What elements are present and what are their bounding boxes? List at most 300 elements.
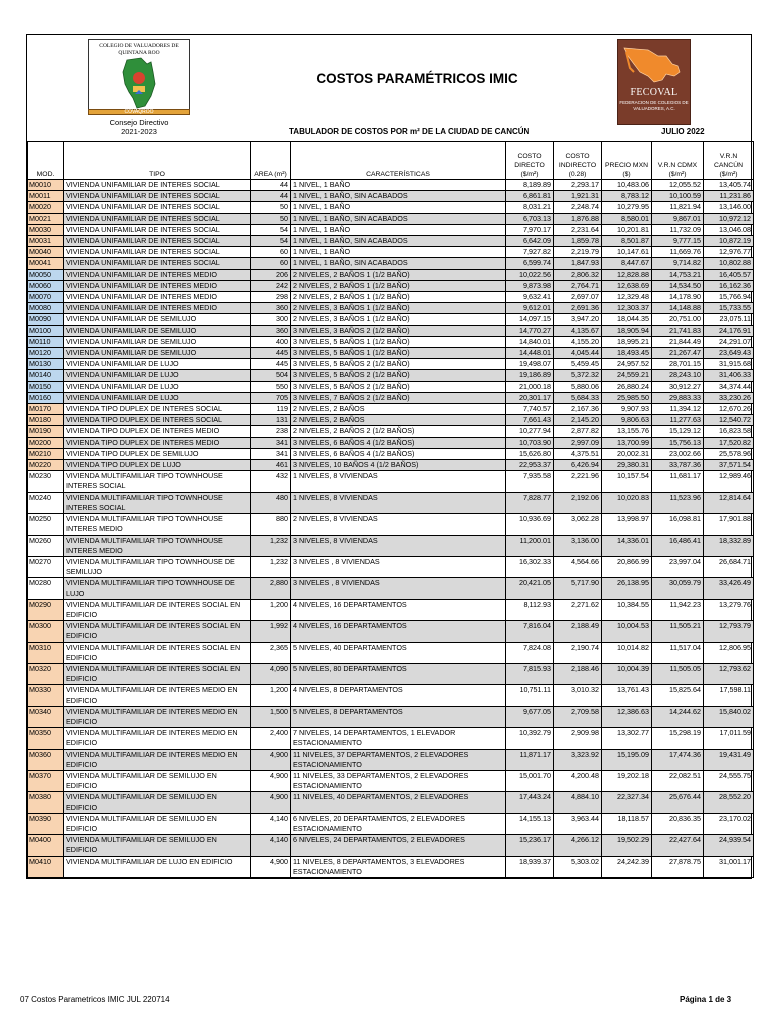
row-mod: M0040 xyxy=(28,247,64,258)
table-row xyxy=(28,535,754,556)
row-vrn-cancun: 23,075.11 xyxy=(704,314,754,325)
row-mod: M0160 xyxy=(28,392,64,403)
table-row xyxy=(28,180,754,191)
row-caracteristicas: 2 NIVELES, 3 BAÑOS 1 (1/2 BAÑO) xyxy=(291,314,506,325)
covaqroo-logo-band: COVAQROO xyxy=(88,109,190,115)
row-area: 4,900 xyxy=(251,792,291,813)
row-costo-directo: 14,770.27 xyxy=(506,325,554,336)
row-precio-mxn: 19,502.29 xyxy=(602,835,652,856)
row-precio-mxn: 12,638.69 xyxy=(602,280,652,291)
covaqroo-logo-text: COLEGIO DE VALUADORES DE QUINTANA ROO xyxy=(99,43,179,56)
table-row xyxy=(28,269,754,280)
row-area: 432 xyxy=(251,471,291,492)
row-vrn-cdmx: 11,505.21 xyxy=(652,621,704,642)
row-tipo: VIVIENDA UNIFAMILIAR DE SEMILUJO xyxy=(64,314,251,325)
row-caracteristicas: 6 NIVELES, 24 DEPARTAMENTOS, 2 ELEVADORES xyxy=(291,835,506,856)
row-precio-mxn: 18,995.21 xyxy=(602,336,652,347)
row-costo-indirecto: 5,717.90 xyxy=(554,578,602,599)
table-row xyxy=(28,426,754,437)
row-mod: M0400 xyxy=(28,835,64,856)
row-costo-directo: 10,751.11 xyxy=(506,685,554,706)
row-precio-mxn: 18,493.45 xyxy=(602,348,652,359)
table-row xyxy=(28,599,754,620)
row-vrn-cancun: 12,806.95 xyxy=(704,642,754,663)
row-tipo: VIVIENDA UNIFAMILIAR DE INTERES SOCIAL xyxy=(64,202,251,213)
table-row xyxy=(28,437,754,448)
row-costo-indirecto: 5,459.45 xyxy=(554,359,602,370)
row-precio-mxn: 12,828.88 xyxy=(602,269,652,280)
row-vrn-cancun: 10,972.12 xyxy=(704,213,754,224)
row-mod: M0330 xyxy=(28,685,64,706)
row-precio-mxn: 10,483.06 xyxy=(602,180,652,191)
row-vrn-cdmx: 9,714.82 xyxy=(652,258,704,269)
row-area: 445 xyxy=(251,359,291,370)
row-vrn-cdmx: 20,836.35 xyxy=(652,813,704,834)
row-vrn-cancun: 31,001.17 xyxy=(704,856,754,877)
row-area: 131 xyxy=(251,415,291,426)
row-costo-directo: 20,301.17 xyxy=(506,392,554,403)
row-precio-mxn: 26,138.95 xyxy=(602,578,652,599)
table-row xyxy=(28,280,754,291)
col-header-caracteristicas: CARACTERÍSTICAS xyxy=(291,142,506,180)
row-costo-indirecto: 4,884.10 xyxy=(554,792,602,813)
row-tipo: VIVIENDA MULTIFAMILIAR TIPO TOWNHOUSE DE SEMILUJO xyxy=(64,556,251,577)
row-caracteristicas: 4 NIVELES, 16 DEPARTAMENTOS xyxy=(291,599,506,620)
row-mod: M0310 xyxy=(28,642,64,663)
table-row xyxy=(28,663,754,684)
row-mod: M0170 xyxy=(28,404,64,415)
row-costo-indirecto: 4,200.48 xyxy=(554,770,602,791)
row-caracteristicas: 1 NIVEL, 1 BAÑO xyxy=(291,247,506,258)
table-row xyxy=(28,728,754,749)
row-tipo: VIVIENDA MULTIFAMILIAR DE SEMILUJO EN EDIFICIO xyxy=(64,792,251,813)
row-vrn-cancun: 16,162.36 xyxy=(704,280,754,291)
row-costo-directo: 6,861.81 xyxy=(506,191,554,202)
row-mod: M0350 xyxy=(28,728,64,749)
row-vrn-cancun: 13,046.08 xyxy=(704,224,754,235)
row-tipo: VIVIENDA TIPO DUPLEX DE INTERES SOCIAL xyxy=(64,404,251,415)
row-caracteristicas: 3 NIVELES, 5 BAÑOS 1 (1/2 BAÑO) xyxy=(291,336,506,347)
table-row xyxy=(28,448,754,459)
row-costo-directo: 9,632.41 xyxy=(506,292,554,303)
table-row xyxy=(28,392,754,403)
row-precio-mxn: 13,700.99 xyxy=(602,437,652,448)
row-costo-indirecto: 4,155.20 xyxy=(554,336,602,347)
row-vrn-cdmx: 21,267.47 xyxy=(652,348,704,359)
row-vrn-cdmx: 11,681.17 xyxy=(652,471,704,492)
row-costo-directo: 15,236.17 xyxy=(506,835,554,856)
row-costo-indirecto: 2,192.06 xyxy=(554,492,602,513)
row-vrn-cdmx: 22,082.51 xyxy=(652,770,704,791)
row-precio-mxn: 10,384.55 xyxy=(602,599,652,620)
row-vrn-cdmx: 33,787.36 xyxy=(652,460,704,471)
row-mod: M0290 xyxy=(28,599,64,620)
quintana-roo-map-icon xyxy=(89,54,189,112)
row-vrn-cancun: 17,598.11 xyxy=(704,685,754,706)
row-tipo: VIVIENDA UNIFAMILIAR DE LUJO xyxy=(64,381,251,392)
table-row xyxy=(28,213,754,224)
row-vrn-cdmx: 14,148.88 xyxy=(652,303,704,314)
row-caracteristicas: 1 NIVEL, 1 BAÑO, SIN ACABADOS xyxy=(291,213,506,224)
row-vrn-cancun: 34,374.44 xyxy=(704,381,754,392)
row-caracteristicas: 2 NIVELES, 2 BAÑOS xyxy=(291,404,506,415)
row-caracteristicas: 3 NIVELES, 7 BAÑOS 2 (1/2 BAÑO) xyxy=(291,392,506,403)
col-header-mod: MOD. xyxy=(28,142,64,180)
row-precio-mxn: 10,020.83 xyxy=(602,492,652,513)
row-caracteristicas: 3 NIVELES, 5 BAÑOS 2 (1/2 BAÑO) xyxy=(291,359,506,370)
fecoval-logo-name: FECOVAL xyxy=(630,87,678,98)
row-vrn-cdmx: 12,055.52 xyxy=(652,180,704,191)
row-tipo: VIVIENDA UNIFAMILIAR DE INTERES SOCIAL xyxy=(64,258,251,269)
row-caracteristicas: 3 NIVELES, 10 BAÑOS 4 (1/2 BAÑOS) xyxy=(291,460,506,471)
row-precio-mxn: 18,044.35 xyxy=(602,314,652,325)
row-area: 705 xyxy=(251,392,291,403)
row-costo-indirecto: 2,188.49 xyxy=(554,621,602,642)
row-precio-mxn: 12,386.63 xyxy=(602,706,652,727)
row-vrn-cdmx: 16,098.81 xyxy=(652,514,704,535)
row-mod: M0020 xyxy=(28,202,64,213)
row-caracteristicas: 7 NIVELES, 14 DEPARTAMENTOS, 1 ELEVADOR ESTACIONAMIENTO xyxy=(291,728,506,749)
row-costo-directo: 8,189.89 xyxy=(506,180,554,191)
row-costo-directo: 19,498.07 xyxy=(506,359,554,370)
row-costo-indirecto: 3,947.20 xyxy=(554,314,602,325)
cost-table xyxy=(27,141,754,878)
row-mod: M0140 xyxy=(28,370,64,381)
row-caracteristicas: 2 NIVELES, 2 BAÑOS 1 (1/2 BAÑO) xyxy=(291,292,506,303)
row-vrn-cdmx: 27,878.75 xyxy=(652,856,704,877)
row-tipo: VIVIENDA MULTIFAMILIAR TIPO TOWNHOUSE DE LUJO xyxy=(64,578,251,599)
table-row xyxy=(28,556,754,577)
row-costo-indirecto: 2,293.17 xyxy=(554,180,602,191)
row-vrn-cancun: 17,901.88 xyxy=(704,514,754,535)
table-row xyxy=(28,492,754,513)
row-vrn-cdmx: 14,178.90 xyxy=(652,292,704,303)
row-costo-directo: 7,815.93 xyxy=(506,663,554,684)
row-costo-directo: 9,612.01 xyxy=(506,303,554,314)
row-area: 54 xyxy=(251,224,291,235)
row-precio-mxn: 10,201.81 xyxy=(602,224,652,235)
row-vrn-cancun: 33,426.49 xyxy=(704,578,754,599)
row-vrn-cdmx: 22,427.64 xyxy=(652,835,704,856)
row-costo-directo: 7,970.17 xyxy=(506,224,554,235)
row-costo-indirecto: 2,221.96 xyxy=(554,471,602,492)
row-area: 4,900 xyxy=(251,770,291,791)
row-vrn-cdmx: 23,997.04 xyxy=(652,556,704,577)
row-mod: M0030 xyxy=(28,224,64,235)
table-row xyxy=(28,359,754,370)
row-area: 44 xyxy=(251,191,291,202)
row-mod: M0041 xyxy=(28,258,64,269)
row-vrn-cancun: 10,872.19 xyxy=(704,236,754,247)
row-tipo: VIVIENDA UNIFAMILIAR DE INTERES SOCIAL xyxy=(64,191,251,202)
row-precio-mxn: 14,336.01 xyxy=(602,535,652,556)
row-tipo: VIVIENDA TIPO DUPLEX DE SEMILUJO xyxy=(64,448,251,459)
row-mod: M0120 xyxy=(28,348,64,359)
table-row xyxy=(28,471,754,492)
row-precio-mxn: 8,501.87 xyxy=(602,236,652,247)
row-tipo: VIVIENDA MULTIFAMILIAR DE INTERES MEDIO EN EDIFICIO xyxy=(64,706,251,727)
row-costo-directo: 14,840.01 xyxy=(506,336,554,347)
row-caracteristicas: 11 NIVELES, 33 DEPARTAMENTOS, 2 ELEVADORES ESTACIONAMIENTO xyxy=(291,770,506,791)
covaqroo-logo-frame xyxy=(88,39,190,113)
table-body xyxy=(28,180,754,878)
row-mod: M0050 xyxy=(28,269,64,280)
row-tipo: VIVIENDA UNIFAMILIAR DE LUJO xyxy=(64,359,251,370)
row-costo-directo: 8,112.93 xyxy=(506,599,554,620)
row-caracteristicas: 6 NIVELES, 20 DEPARTAMENTOS, 2 ELEVADORES ESTACIONAMIENTO xyxy=(291,813,506,834)
table-row xyxy=(28,191,754,202)
table-row xyxy=(28,224,754,235)
row-vrn-cancun: 28,552.20 xyxy=(704,792,754,813)
row-costo-directo: 7,824.08 xyxy=(506,642,554,663)
table-row xyxy=(28,856,754,877)
row-precio-mxn: 8,447.67 xyxy=(602,258,652,269)
row-precio-mxn: 18,118.57 xyxy=(602,813,652,834)
row-costo-indirecto: 1,859.78 xyxy=(554,236,602,247)
row-precio-mxn: 18,905.94 xyxy=(602,325,652,336)
row-costo-indirecto: 3,062.28 xyxy=(554,514,602,535)
row-vrn-cancun: 12,793.79 xyxy=(704,621,754,642)
row-caracteristicas: 1 NIVEL, 1 BAÑO, SIN ACABADOS xyxy=(291,236,506,247)
row-tipo: VIVIENDA MULTIFAMILIAR DE INTERES SOCIAL EN EDIFICIO xyxy=(64,599,251,620)
row-precio-mxn: 8,580.01 xyxy=(602,213,652,224)
row-caracteristicas: 3 NIVELES , 8 VIVIENDAS xyxy=(291,578,506,599)
row-costo-indirecto: 4,135.67 xyxy=(554,325,602,336)
row-precio-mxn: 13,302.77 xyxy=(602,728,652,749)
col-header-area: AREA (m²) xyxy=(251,142,291,180)
row-costo-directo: 9,677.05 xyxy=(506,706,554,727)
row-mod: M0031 xyxy=(28,236,64,247)
row-precio-mxn: 9,907.93 xyxy=(602,404,652,415)
row-vrn-cdmx: 29,883.33 xyxy=(652,392,704,403)
row-vrn-cdmx: 11,821.94 xyxy=(652,202,704,213)
document-header xyxy=(27,35,751,141)
row-costo-indirecto: 2,697.07 xyxy=(554,292,602,303)
row-mod: M0080 xyxy=(28,303,64,314)
row-costo-directo: 20,421.05 xyxy=(506,578,554,599)
table-row xyxy=(28,514,754,535)
page-date: JULIO 2022 xyxy=(661,127,705,136)
table-row xyxy=(28,404,754,415)
row-precio-mxn: 25,985.50 xyxy=(602,392,652,403)
row-area: 480 xyxy=(251,492,291,513)
row-caracteristicas: 2 NIVELES, 2 BAÑOS 1 (1/2 BAÑO) xyxy=(291,269,506,280)
row-tipo: VIVIENDA UNIFAMILIAR DE INTERES SOCIAL xyxy=(64,247,251,258)
table-row xyxy=(28,370,754,381)
row-precio-mxn: 24,957.52 xyxy=(602,359,652,370)
row-caracteristicas: 3 NIVELES, 5 BAÑOS 2 (1/2 BAÑO) xyxy=(291,370,506,381)
council-line2: 2021-2023 xyxy=(121,126,157,136)
row-area: 2,365 xyxy=(251,642,291,663)
covaqroo-logo xyxy=(82,39,196,151)
row-area: 2,880 xyxy=(251,578,291,599)
table-row xyxy=(28,348,754,359)
row-vrn-cdmx: 11,523.96 xyxy=(652,492,704,513)
row-costo-indirecto: 2,709.58 xyxy=(554,706,602,727)
row-area: 445 xyxy=(251,348,291,359)
table-row xyxy=(28,247,754,258)
row-area: 1,232 xyxy=(251,535,291,556)
row-costo-indirecto: 1,876.88 xyxy=(554,213,602,224)
row-precio-mxn: 10,014.82 xyxy=(602,642,652,663)
table-row xyxy=(28,578,754,599)
row-area: 298 xyxy=(251,292,291,303)
row-area: 504 xyxy=(251,370,291,381)
row-vrn-cdmx: 16,486.41 xyxy=(652,535,704,556)
row-vrn-cancun: 12,814.64 xyxy=(704,492,754,513)
row-tipo: VIVIENDA TIPO DUPLEX DE INTERES SOCIAL xyxy=(64,415,251,426)
row-tipo: VIVIENDA UNIFAMILIAR DE INTERES MEDIO xyxy=(64,269,251,280)
row-vrn-cdmx: 15,825.64 xyxy=(652,685,704,706)
row-caracteristicas: 3 NIVELES, 5 BAÑOS 2 (1/2 BAÑO) xyxy=(291,381,506,392)
table-row xyxy=(28,381,754,392)
row-mod: M0410 xyxy=(28,856,64,877)
row-tipo: VIVIENDA UNIFAMILIAR DE INTERES MEDIO xyxy=(64,303,251,314)
fecoval-logo-subtitle: FEDERACION DE COLEGIOS DE VALUADORES, A.C. xyxy=(619,100,689,111)
row-costo-indirecto: 2,909.98 xyxy=(554,728,602,749)
row-tipo: VIVIENDA MULTIFAMILIAR DE SEMILUJO EN EDIFICIO xyxy=(64,813,251,834)
footer-page-number: Página 1 de 3 xyxy=(680,995,732,1004)
row-vrn-cancun: 33,230.26 xyxy=(704,392,754,403)
row-vrn-cancun: 26,684.71 xyxy=(704,556,754,577)
row-costo-directo: 8,031.21 xyxy=(506,202,554,213)
row-vrn-cdmx: 11,277.63 xyxy=(652,415,704,426)
row-area: 880 xyxy=(251,514,291,535)
row-caracteristicas: 2 NIVELES, 3 BAÑOS 1 (1/2 BAÑO) xyxy=(291,303,506,314)
row-caracteristicas: 4 NIVELES, 16 DEPARTAMENTOS xyxy=(291,621,506,642)
row-vrn-cancun: 37,571.54 xyxy=(704,460,754,471)
row-mod: M0360 xyxy=(28,749,64,770)
row-mod: M0190 xyxy=(28,426,64,437)
row-precio-mxn: 26,880.24 xyxy=(602,381,652,392)
table-row xyxy=(28,685,754,706)
row-mod: M0110 xyxy=(28,336,64,347)
row-vrn-cancun: 13,146.00 xyxy=(704,202,754,213)
row-caracteristicas: 1 NIVEL, 1 BAÑO, SIN ACABADOS xyxy=(291,258,506,269)
row-tipo: VIVIENDA MULTIFAMILIAR DE INTERES SOCIAL EN EDIFICIO xyxy=(64,642,251,663)
row-vrn-cancun: 18,332.89 xyxy=(704,535,754,556)
row-vrn-cancun: 31,406.33 xyxy=(704,370,754,381)
row-vrn-cdmx: 28,243.10 xyxy=(652,370,704,381)
row-costo-directo: 19,186.89 xyxy=(506,370,554,381)
row-mod: M0370 xyxy=(28,770,64,791)
row-vrn-cancun: 16,405.57 xyxy=(704,269,754,280)
row-caracteristicas: 1 NIVELES, 8 VIVIENDAS xyxy=(291,492,506,513)
row-costo-indirecto: 3,136.00 xyxy=(554,535,602,556)
row-tipo: VIVIENDA TIPO DUPLEX DE INTERES MEDIO xyxy=(64,426,251,437)
row-costo-indirecto: 2,877.82 xyxy=(554,426,602,437)
footer-filename: 07 Costos Parametricos IMIC JUL 220714 xyxy=(20,995,170,1004)
row-vrn-cdmx: 9,777.15 xyxy=(652,236,704,247)
row-vrn-cdmx: 17,474.36 xyxy=(652,749,704,770)
row-costo-directo: 6,642.09 xyxy=(506,236,554,247)
row-vrn-cdmx: 15,756.13 xyxy=(652,437,704,448)
row-caracteristicas: 2 NIVELES, 2 BAÑOS xyxy=(291,415,506,426)
row-vrn-cdmx: 21,741.83 xyxy=(652,325,704,336)
row-caracteristicas: 11 NIVELES, 37 DEPARTAMENTOS, 2 ELEVADORES ESTACIONAMIENTO xyxy=(291,749,506,770)
row-caracteristicas: 2 NIVELES, 8 VIVIENDAS xyxy=(291,514,506,535)
row-area: 119 xyxy=(251,404,291,415)
row-caracteristicas: 1 NIVELES, 8 VIVIENDAS xyxy=(291,471,506,492)
row-tipo: VIVIENDA UNIFAMILIAR DE INTERES SOCIAL xyxy=(64,180,251,191)
row-tipo: VIVIENDA UNIFAMILIAR DE INTERES MEDIO xyxy=(64,292,251,303)
row-vrn-cancun: 11,231.86 xyxy=(704,191,754,202)
table-row xyxy=(28,770,754,791)
row-tipo: VIVIENDA MULTIFAMILIAR DE INTERES MEDIO EN EDIFICIO xyxy=(64,728,251,749)
row-area: 4,900 xyxy=(251,856,291,877)
col-header-costo-indirecto: COSTO INDIRECTO (0.28) xyxy=(554,142,602,180)
row-caracteristicas: 2 NIVELES, 2 BAÑOS 2 (1/2 BAÑOS) xyxy=(291,426,506,437)
row-mod: M0021 xyxy=(28,213,64,224)
table-row xyxy=(28,642,754,663)
col-header-tipo: TIPO xyxy=(64,142,251,180)
row-vrn-cdmx: 30,059.79 xyxy=(652,578,704,599)
row-vrn-cancun: 15,840.02 xyxy=(704,706,754,727)
row-precio-mxn: 13,998.97 xyxy=(602,514,652,535)
row-tipo: VIVIENDA MULTIFAMILIAR DE SEMILUJO EN EDIFICIO xyxy=(64,835,251,856)
row-vrn-cancun: 24,176.91 xyxy=(704,325,754,336)
row-costo-directo: 22,953.37 xyxy=(506,460,554,471)
row-costo-indirecto: 3,010.32 xyxy=(554,685,602,706)
row-precio-mxn: 10,147.61 xyxy=(602,247,652,258)
row-costo-directo: 14,448.01 xyxy=(506,348,554,359)
row-tipo: VIVIENDA MULTIFAMILIAR TIPO TOWNHOUSE INTERES MEDIO xyxy=(64,514,251,535)
row-costo-directo: 7,927.82 xyxy=(506,247,554,258)
row-area: 60 xyxy=(251,247,291,258)
row-vrn-cancun: 17,520.82 xyxy=(704,437,754,448)
table-row xyxy=(28,303,754,314)
row-costo-directo: 10,392.79 xyxy=(506,728,554,749)
row-mod: M0200 xyxy=(28,437,64,448)
row-costo-indirecto: 2,997.09 xyxy=(554,437,602,448)
row-area: 360 xyxy=(251,325,291,336)
row-costo-indirecto: 2,188.46 xyxy=(554,663,602,684)
row-vrn-cancun: 12,540.72 xyxy=(704,415,754,426)
row-costo-directo: 6,703.13 xyxy=(506,213,554,224)
row-costo-indirecto: 2,231.64 xyxy=(554,224,602,235)
table-row xyxy=(28,415,754,426)
row-tipo: VIVIENDA MULTIFAMILIAR DE INTERES SOCIAL EN EDIFICIO xyxy=(64,663,251,684)
table-row xyxy=(28,236,754,247)
row-precio-mxn: 24,559.21 xyxy=(602,370,652,381)
row-vrn-cdmx: 23,002.66 xyxy=(652,448,704,459)
row-tipo: VIVIENDA MULTIFAMILIAR TIPO TOWNHOUSE INTERES MEDIO xyxy=(64,535,251,556)
col-header-vrn-cdmx: V.R.N CDMX ($/m²) xyxy=(652,142,704,180)
row-precio-mxn: 24,242.39 xyxy=(602,856,652,877)
row-vrn-cdmx: 15,298.19 xyxy=(652,728,704,749)
row-mod: M0010 xyxy=(28,180,64,191)
row-vrn-cdmx: 14,244.62 xyxy=(652,706,704,727)
row-caracteristicas: 5 NIVELES, 8 DEPARTAMENTOS xyxy=(291,706,506,727)
table-row xyxy=(28,792,754,813)
row-mod: M0320 xyxy=(28,663,64,684)
row-costo-directo: 16,302.33 xyxy=(506,556,554,577)
row-vrn-cdmx: 9,867.01 xyxy=(652,213,704,224)
row-vrn-cdmx: 11,732.09 xyxy=(652,224,704,235)
row-vrn-cancun: 15,733.55 xyxy=(704,303,754,314)
row-vrn-cancun: 12,976.77 xyxy=(704,247,754,258)
row-tipo: VIVIENDA UNIFAMILIAR DE SEMILUJO xyxy=(64,325,251,336)
row-caracteristicas: 5 NIVELES, 80 DEPARTAMENTOS xyxy=(291,663,506,684)
row-vrn-cancun: 24,555.75 xyxy=(704,770,754,791)
row-costo-directo: 10,703.90 xyxy=(506,437,554,448)
row-costo-directo: 17,443.24 xyxy=(506,792,554,813)
row-precio-mxn: 19,202.18 xyxy=(602,770,652,791)
row-costo-indirecto: 5,372.32 xyxy=(554,370,602,381)
row-mod: M0340 xyxy=(28,706,64,727)
row-mod: M0380 xyxy=(28,792,64,813)
row-mod: M0011 xyxy=(28,191,64,202)
